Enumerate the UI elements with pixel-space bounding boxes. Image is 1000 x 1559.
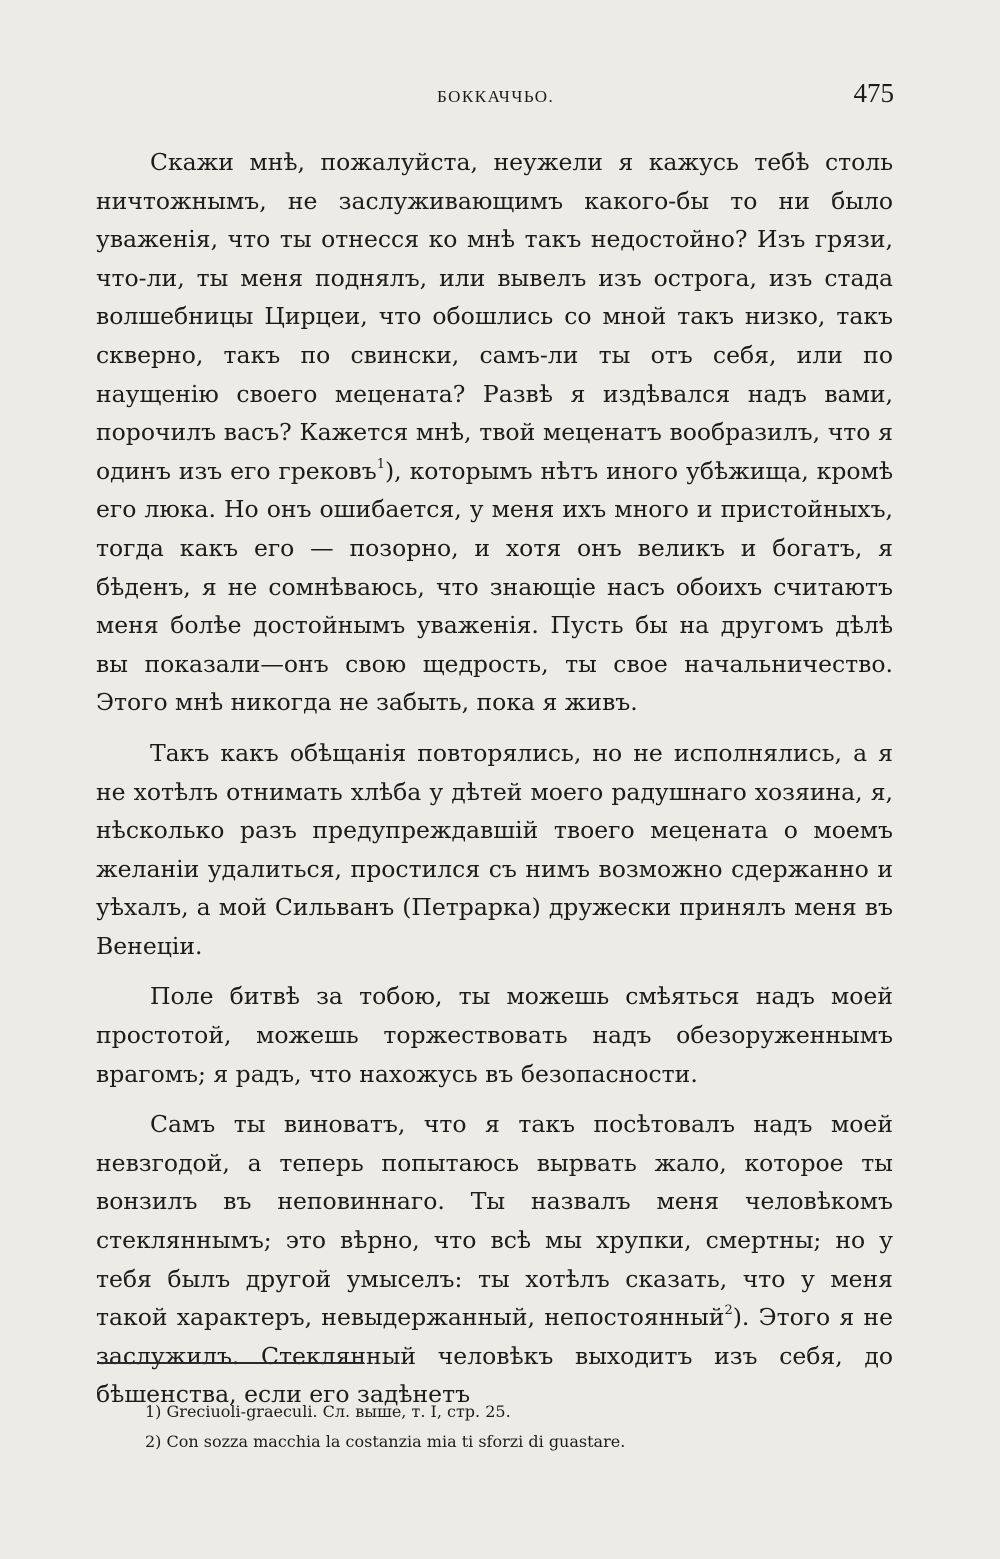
main-text xyxy=(96,143,893,1414)
running-title: БОККАЧЧЬО. xyxy=(437,87,555,106)
footnote-ref-2: 2 xyxy=(724,1303,733,1319)
footnote-1: 1) Greciuoli-graeculi. Сл. выше, т. I, стр. 25. xyxy=(145,1402,511,1421)
footnote-2: 2) Con sozza macchia la costanzia mia ti sforzi di guastare. xyxy=(145,1432,626,1451)
footnote-divider xyxy=(97,1362,364,1364)
paragraph-4-text-b: ). Этого я не заслужилъ. Стеклянный человѣкъ выходитъ изъ себя, до бѣшенства, если его задѣнетъ xyxy=(96,1303,893,1409)
paragraph-3: Поле битвѣ за тобою, ты можешь смѣяться надъ моей простотой, можешь торжествовать надъ обезоруженнымъ врагомъ; я радъ, что нахожусь въ безопасности. xyxy=(96,982,893,1088)
footnotes xyxy=(145,1397,905,1457)
paragraph-4 xyxy=(96,1105,893,1414)
footnote-ref-1: 1 xyxy=(376,456,386,472)
paragraph-4-text-a: Самъ ты виноватъ, что я такъ посѣтовалъ надъ моей невзгодой, а теперь попытаюсь вырвать жало, которое ты вонзилъ въ неповиннаго. Ты назвалъ меня человѣкомъ стекляннымъ; это вѣрно, что всѣ мы хрупки, смертны; но у тебя былъ другой умыселъ: ты хотѣлъ сказать, что у меня такой характеръ, невыдержанный, непостоянный xyxy=(96,1110,893,1332)
paragraph-1-text-a: Скажи мнѣ, пожалуйста, неужели я кажусь тебѣ столь ничтожнымъ, не заслуживающимъ какого-бы то ни было уваженія, что ты отнесся ко мнѣ такъ недостойно? Изъ грязи, что-ли, ты меня поднялъ, или вывелъ изъ острога, изъ стада волшебницы Цирцеи, что обошлись со мной такъ низко, такъ скверно, такъ по свински, самъ-ли ты отъ себя, или по наущенію своего мецената? Развѣ я издѣвался надъ вами, порочилъ васъ? Кажется мнѣ, твой меценатъ вообразилъ, что я одинъ изъ его грековъ xyxy=(96,148,893,485)
paragraph-2: Такъ какъ обѣщанія повторялись, но не исполнялись, а я не хотѣлъ отнимать хлѣба у дѣтей моего радушнаго хозяина, я, нѣсколько разъ предупреждавшій твоего мецената о моемъ желаніи удалиться, простился съ нимъ возможно сдержанно и уѣхалъ, а мой Сильванъ (Петрарка) дружески принялъ меня въ Венеціи. xyxy=(96,738,893,960)
paragraph-1-text-b: ), которымъ нѣтъ иного убѣжища, кромѣ его люка. Но онъ ошибается, у меня ихъ много и пристойныхъ, тогда какъ его — позорно, и хотя онъ великъ и богатъ, я бѣденъ, я не сомнѣваюсь, что знающіе насъ обоихъ считаютъ меня болѣе достойнымъ уваженія. Пусть бы на другомъ дѣлѣ вы показали—онъ свою щедрость, ты свое начальничество. Этого мнѣ никогда не забыть, пока я живъ. xyxy=(96,456,893,717)
page-number: 475 xyxy=(853,78,894,108)
paragraph-1 xyxy=(96,143,893,722)
